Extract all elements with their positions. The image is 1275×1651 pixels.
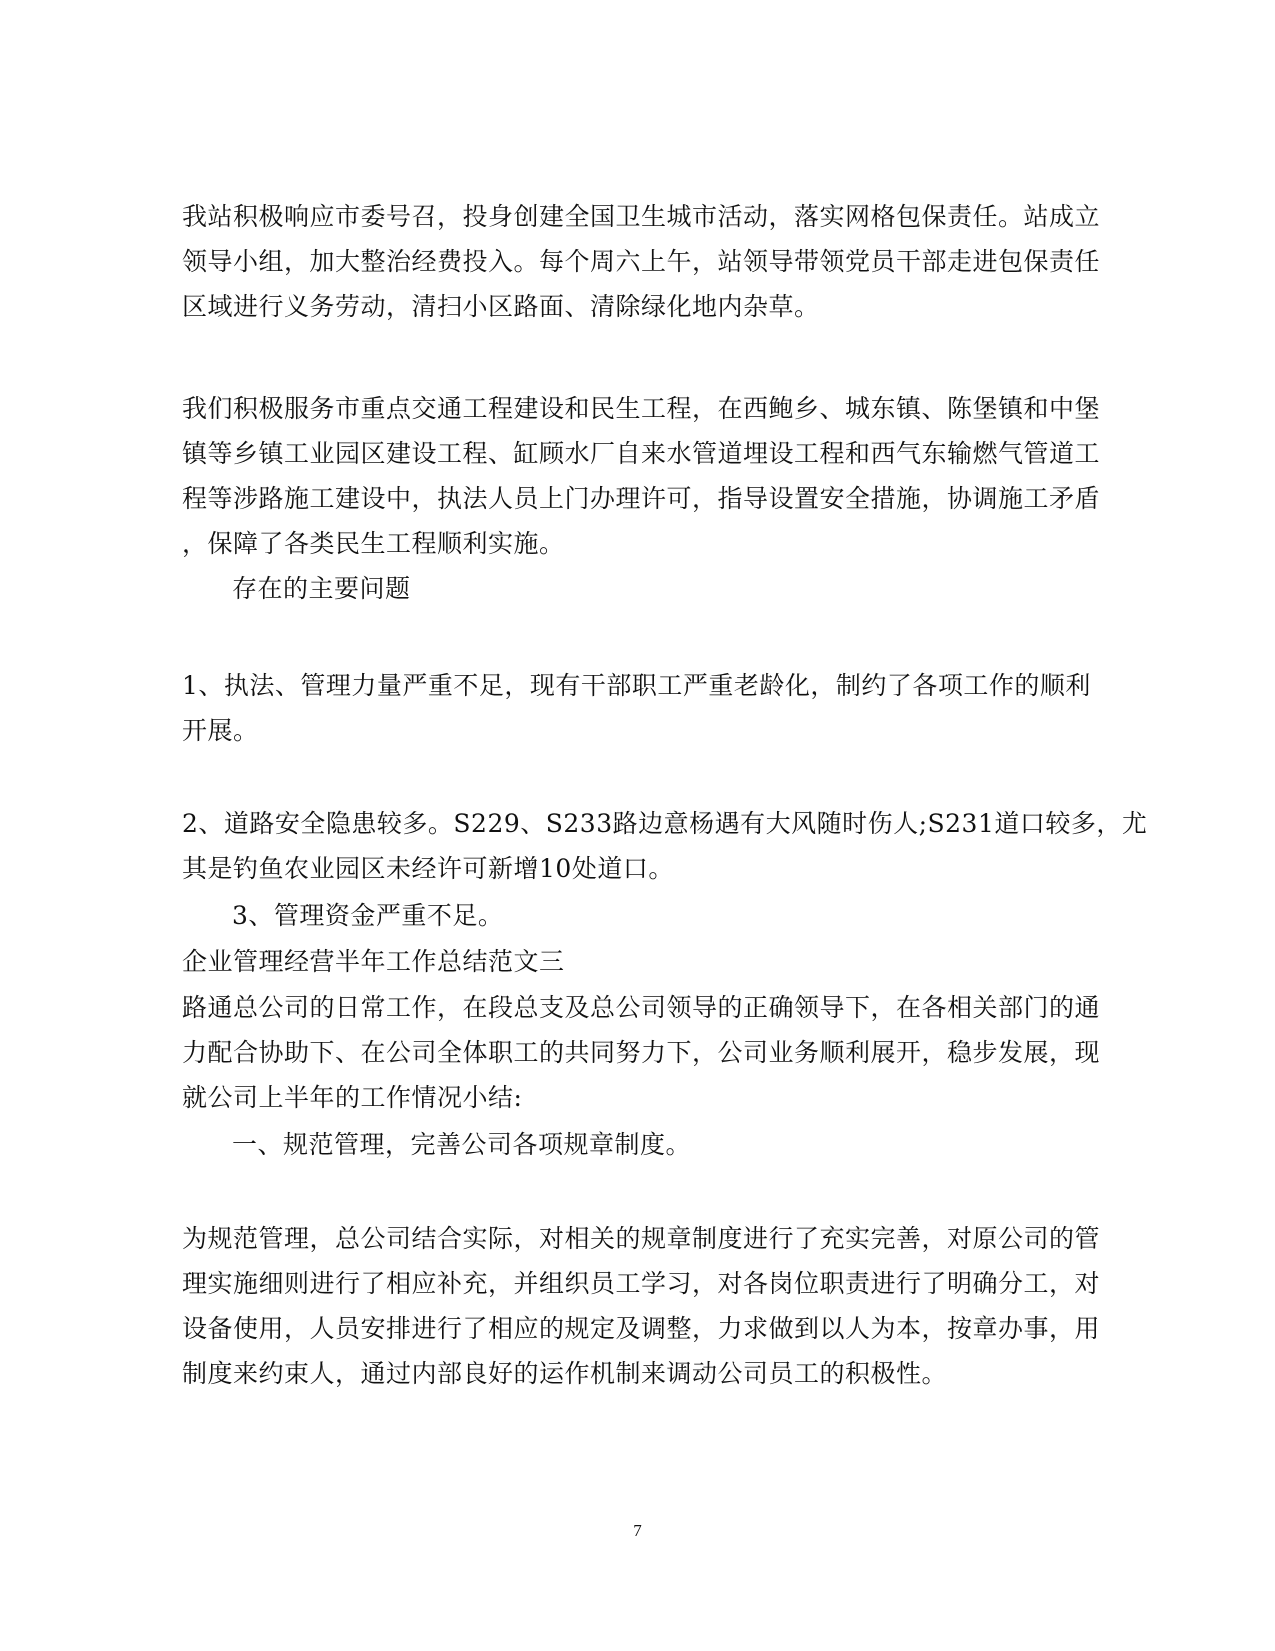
paragraph-line: 就公司上半年的工作情况小结: [182,1083,523,1112]
paragraph-line: 镇等乡镇工业园区建设工程、缸顾水厂自来水管道埋设工程和西气东输燃气管道工 [182,439,1101,468]
list-item-line: 3、管理资金严重不足。 [232,901,504,930]
list-item-line: 1、执法、管理力量严重不足，现有干部职工严重老龄化，制约了各项工作的顺利 [182,671,1091,700]
paragraph-line: 力配合协助下、在公司全体职工的共同努力下，公司业务顺利展开，稳步发展，现 [182,1038,1101,1067]
paragraph-line: 我站积极响应市委号召，投身创建全国卫生城市活动，落实网格包保责任。站成立 [182,202,1101,231]
paragraph-line: 制度来约束人，通过内部良好的运作机制来调动公司员工的积极性。 [182,1359,948,1388]
paragraph-line: 路通总公司的日常工作，在段总支及总公司领导的正确领导下，在各相关部门的通 [182,993,1101,1022]
list-item-line: 2、道路安全隐患较多。S229、S233路边意杨遇有大风随时伤人;S231道口较多，尤 [182,809,1148,838]
subheading: 一、规范管理，完善公司各项规章制度。 [232,1130,692,1159]
section-title: 企业管理经营半年工作总结范文三 [182,947,565,976]
paragraph-line: 设备使用，人员安排进行了相应的规定及调整，力求做到以人为本，按章办事，用 [182,1314,1101,1343]
paragraph-line: 领导小组，加大整治经费投入。每个周六上午，站领导带领党员干部走进包保责任 [182,247,1101,276]
page-number: 7 [633,1521,642,1540]
paragraph-line: 我们积极服务市重点交通工程建设和民生工程，在西鲍乡、城东镇、陈堡镇和中堡 [182,394,1101,423]
paragraph-line: 程等涉路施工建设中，执法人员上门办理许可，指导设置安全措施，协调施工矛盾 [182,484,1101,513]
paragraph-line: 理实施细则进行了相应补充，并组织员工学习，对各岗位职责进行了明确分工，对 [182,1269,1101,1298]
paragraph-line: ，保障了各类民生工程顺利实施。 [182,529,565,558]
paragraph-line: 为规范管理，总公司结合实际，对相关的规章制度进行了充实完善，对原公司的管 [182,1224,1101,1253]
list-item-line: 其是钓鱼农业园区未经许可新增10处道口。 [182,854,674,883]
paragraph-line: 区域进行义务劳动，清扫小区路面、清除绿化地内杂草。 [182,292,820,321]
list-item-line: 开展。 [182,716,259,745]
section-heading-problems: 存在的主要问题 [232,574,411,603]
